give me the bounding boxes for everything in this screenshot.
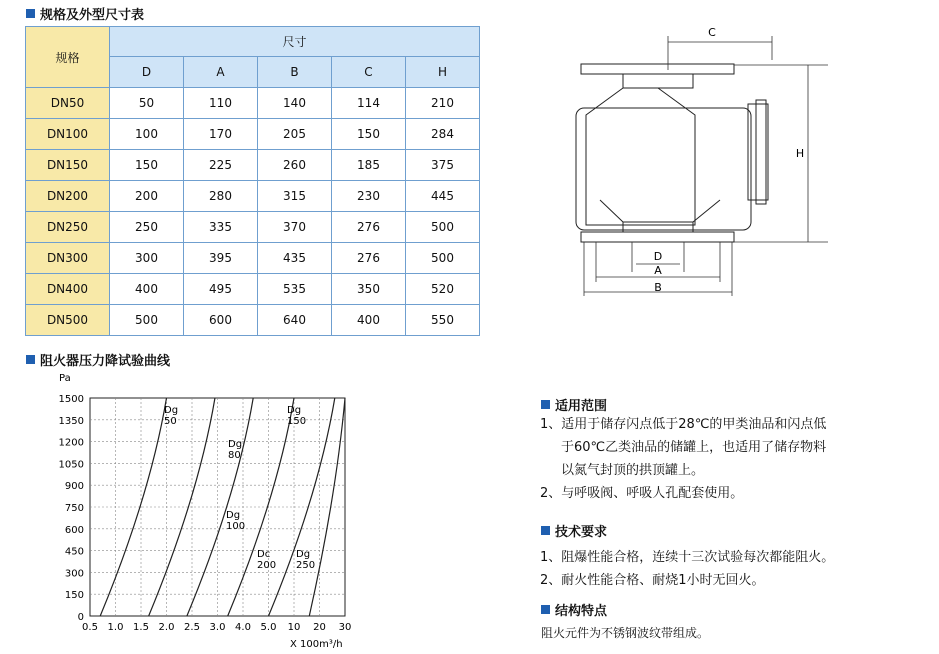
dim-b-label: B bbox=[654, 281, 662, 294]
value-cell: 400 bbox=[332, 305, 406, 336]
value-cell: 400 bbox=[110, 274, 184, 305]
side-plate bbox=[756, 100, 766, 204]
scope-line: 于60℃乙类油品的储罐上，也适用了储存物料 bbox=[561, 440, 827, 455]
curve-150 bbox=[228, 398, 294, 616]
series-label-size: 100 bbox=[226, 521, 246, 532]
lower-cone bbox=[600, 200, 720, 222]
spec-cell: DN50 bbox=[26, 88, 110, 119]
series-label-prefix: Dg bbox=[226, 510, 241, 521]
tech-line: 1、阻爆性能合格，连续十三次试验每次都能阻火。 bbox=[540, 550, 835, 565]
spec-cell: DN200 bbox=[26, 181, 110, 212]
structure-heading bbox=[541, 600, 607, 619]
scope-list bbox=[540, 413, 826, 505]
scope-line: 1、适用于储存闪点低于28℃的甲类油品和闪点低 bbox=[540, 417, 827, 432]
value-cell: 50 bbox=[110, 88, 184, 119]
scope-line: 2、与呼吸阀、呼吸人孔配套使用。 bbox=[540, 486, 744, 501]
x-tick-label: 1.5 bbox=[133, 622, 149, 633]
value-cell: 230 bbox=[332, 181, 406, 212]
spec-section-heading bbox=[26, 4, 144, 23]
chart-xlabel: X 100m³/h bbox=[290, 639, 343, 650]
value-cell: 315 bbox=[258, 181, 332, 212]
sub-header-b: B bbox=[258, 57, 332, 88]
value-cell: 170 bbox=[184, 119, 258, 150]
table-row bbox=[26, 274, 480, 305]
x-tick-label: 1.0 bbox=[107, 622, 124, 633]
spec-cell: DN150 bbox=[26, 150, 110, 181]
value-cell: 210 bbox=[406, 88, 480, 119]
series-label-prefix: Dg bbox=[296, 549, 311, 560]
series-label-prefix: Dg bbox=[287, 405, 302, 416]
y-tick-label: 600 bbox=[64, 524, 84, 536]
series-label-prefix: Dg bbox=[228, 439, 243, 450]
housing-outline bbox=[586, 88, 695, 225]
y-tick-label: 450 bbox=[64, 546, 84, 558]
spec-cell: DN500 bbox=[26, 305, 110, 336]
tech-heading bbox=[541, 521, 607, 540]
value-cell: 205 bbox=[258, 119, 332, 150]
value-cell: 150 bbox=[332, 119, 406, 150]
sub-header-d: D bbox=[110, 57, 184, 88]
value-cell: 260 bbox=[258, 150, 332, 181]
sub-header-h: H bbox=[406, 57, 480, 88]
value-cell: 276 bbox=[332, 212, 406, 243]
section-square-icon bbox=[26, 355, 35, 364]
x-tick-label: 0.5 bbox=[82, 622, 98, 633]
table-row bbox=[26, 88, 480, 119]
y-tick-label: 1200 bbox=[58, 437, 84, 449]
series-label-size: 150 bbox=[287, 416, 307, 427]
y-tick-label: 1500 bbox=[58, 394, 84, 405]
structure-text: 阻火元件为不锈钢波纹带组成。 bbox=[541, 626, 710, 640]
top-neck bbox=[623, 74, 693, 88]
value-cell: 640 bbox=[258, 305, 332, 336]
value-cell: 300 bbox=[110, 243, 184, 274]
table-row bbox=[26, 212, 480, 243]
dim-c-label: C bbox=[708, 26, 716, 39]
x-tick-label: 10 bbox=[287, 622, 301, 633]
series-label-size: 80 bbox=[228, 450, 241, 461]
value-cell: 445 bbox=[406, 181, 480, 212]
y-tick-label: 0 bbox=[77, 612, 84, 623]
scope-line: 以氮气封顶的拱顶罐上。 bbox=[561, 463, 705, 478]
value-cell: 520 bbox=[406, 274, 480, 305]
y-tick-label: 900 bbox=[64, 481, 84, 493]
value-cell: 335 bbox=[184, 212, 258, 243]
value-cell: 350 bbox=[332, 274, 406, 305]
tech-title: 技术要求 bbox=[555, 525, 608, 540]
value-cell: 435 bbox=[258, 243, 332, 274]
section-square-icon bbox=[26, 9, 35, 18]
series-label-size: 50 bbox=[164, 416, 177, 427]
y-tick-label: 1050 bbox=[58, 459, 84, 471]
chart-section-title: 阻火器压力降试验曲线 bbox=[40, 354, 171, 369]
table-row bbox=[26, 243, 480, 274]
value-cell: 200 bbox=[110, 181, 184, 212]
scope-title: 适用范围 bbox=[555, 399, 608, 414]
value-cell: 500 bbox=[406, 243, 480, 274]
spec-cell: DN300 bbox=[26, 243, 110, 274]
value-cell: 500 bbox=[406, 212, 480, 243]
x-tick-label: 2.5 bbox=[184, 622, 200, 633]
value-cell: 600 bbox=[184, 305, 258, 336]
dim-d-label: D bbox=[653, 250, 663, 263]
section-square-icon bbox=[541, 526, 550, 535]
tech-list bbox=[540, 546, 834, 592]
spec-table bbox=[25, 26, 480, 336]
dim-h-label: H bbox=[795, 147, 805, 160]
chart-section-heading bbox=[26, 350, 170, 369]
scope-heading bbox=[541, 395, 607, 414]
value-cell: 280 bbox=[184, 181, 258, 212]
x-tick-label: 2.0 bbox=[158, 622, 175, 633]
section-square-icon bbox=[541, 400, 550, 409]
value-cell: 100 bbox=[110, 119, 184, 150]
value-cell: 375 bbox=[406, 150, 480, 181]
tech-line: 2、耐火性能合格、耐烧1小时无回火。 bbox=[540, 573, 765, 588]
spec-header: 规格 bbox=[26, 27, 110, 88]
x-tick-label: 30 bbox=[338, 622, 352, 633]
x-tick-label: 4.0 bbox=[235, 622, 251, 633]
value-cell: 276 bbox=[332, 243, 406, 274]
value-cell: 110 bbox=[184, 88, 258, 119]
top-flange bbox=[581, 64, 734, 74]
spec-cell: DN400 bbox=[26, 274, 110, 305]
y-tick-label: 750 bbox=[64, 503, 84, 514]
value-cell: 535 bbox=[258, 274, 332, 305]
spec-section-title: 规格及外型尺寸表 bbox=[40, 8, 145, 23]
y-tick-label: 150 bbox=[64, 590, 84, 602]
value-cell: 250 bbox=[110, 212, 184, 243]
spec-cell: DN250 bbox=[26, 212, 110, 243]
value-cell: 140 bbox=[258, 88, 332, 119]
sub-header-a: A bbox=[184, 57, 258, 88]
value-cell: 114 bbox=[332, 88, 406, 119]
x-tick-label: 20 bbox=[313, 622, 326, 633]
series-label-prefix: Dg bbox=[164, 405, 179, 416]
y-tick-label: 300 bbox=[64, 568, 84, 580]
value-cell: 284 bbox=[406, 119, 480, 150]
series-label-size: 200 bbox=[257, 560, 277, 571]
pressure-drop-chart bbox=[40, 368, 360, 654]
table-row bbox=[26, 305, 480, 336]
y-tick-label: 1350 bbox=[58, 415, 84, 427]
value-cell: 185 bbox=[332, 150, 406, 181]
series-label-size: 250 bbox=[296, 560, 316, 571]
x-tick-label: 5.0 bbox=[260, 622, 277, 633]
sub-header-c: C bbox=[332, 57, 406, 88]
value-cell: 370 bbox=[258, 212, 332, 243]
series-label-prefix: Dc bbox=[257, 549, 271, 560]
x-tick-label: 3.0 bbox=[209, 622, 226, 633]
spec-cell: DN100 bbox=[26, 119, 110, 150]
dimension-drawing bbox=[560, 20, 860, 315]
structure-title: 结构特点 bbox=[555, 604, 608, 619]
value-cell: 225 bbox=[184, 150, 258, 181]
dim-a-label: A bbox=[654, 264, 662, 277]
value-cell: 150 bbox=[110, 150, 184, 181]
table-row bbox=[26, 150, 480, 181]
value-cell: 500 bbox=[110, 305, 184, 336]
value-cell: 550 bbox=[406, 305, 480, 336]
section-square-icon bbox=[541, 605, 550, 614]
size-header: 尺寸 bbox=[110, 27, 480, 57]
table-row bbox=[26, 181, 480, 212]
value-cell: 495 bbox=[184, 274, 258, 305]
value-cell: 395 bbox=[184, 243, 258, 274]
bottom-flange bbox=[581, 232, 734, 242]
chart-ylabel: Pa bbox=[59, 373, 71, 384]
housing-body bbox=[576, 108, 751, 230]
table-row bbox=[26, 119, 480, 150]
